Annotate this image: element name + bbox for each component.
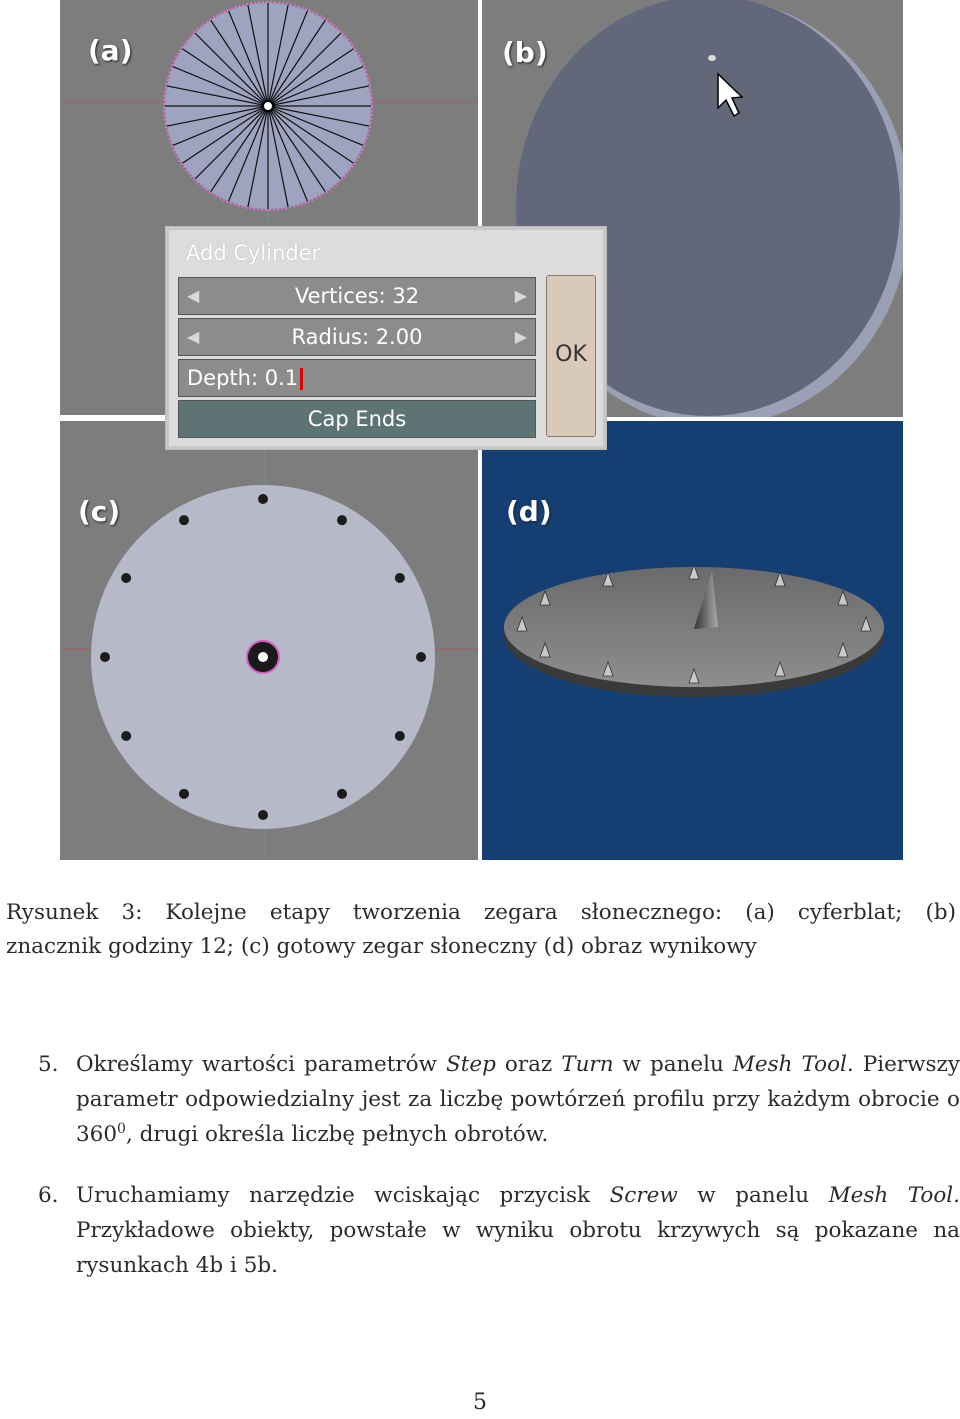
- hour-mark: [337, 515, 347, 525]
- decrement-arrow-icon[interactable]: ◀: [187, 327, 200, 346]
- vertices-label: Vertices: 32: [294, 284, 420, 308]
- panel-d-render: [482, 421, 903, 860]
- page-number: 5: [473, 1390, 487, 1415]
- hour-mark: [416, 652, 426, 662]
- depth-label: Depth: 0.1: [187, 366, 299, 390]
- panel-d-label: (d): [506, 495, 552, 528]
- item-number: 5.: [38, 1052, 59, 1077]
- ok-label: OK: [555, 342, 587, 367]
- depth-input[interactable]: [178, 359, 536, 397]
- ok-button[interactable]: [546, 275, 596, 437]
- hour-mark: [395, 573, 405, 583]
- dialog-title: Add Cylinder: [186, 241, 321, 265]
- increment-arrow-icon[interactable]: ▶: [514, 327, 527, 346]
- hour-mark: [121, 573, 131, 583]
- item-text: Określamy wartości parametrów Step oraz Turn w panelu Mesh Tool. Pierwszy parametr odpowiedzialny jest za liczbę powtórzeń profilu przy każdym obrocie o $360^0$, drugi określa liczbę pełnych obrotów.: [76, 1052, 960, 1147]
- panel-c-viewport: [60, 421, 478, 860]
- radius-field[interactable]: [178, 318, 536, 356]
- hour-mark: [395, 731, 405, 741]
- cap-ends-toggle[interactable]: [178, 400, 536, 438]
- hour-mark: [179, 789, 189, 799]
- decrement-arrow-icon[interactable]: ◀: [187, 286, 200, 305]
- caption-line-1: Rysunek 3: Kolejne etapy tworzenia zegara słonecznego: (a) cyferblat; (b): [6, 900, 956, 925]
- vertices-field[interactable]: [178, 277, 536, 315]
- cap-ends-label: Cap Ends: [307, 407, 407, 431]
- hour-mark: [121, 731, 131, 741]
- radius-label: Radius: 2.00: [291, 325, 423, 349]
- panel-c-drawing: [60, 421, 478, 860]
- item-number: 6.: [38, 1183, 59, 1208]
- panel-a-label: (a): [88, 34, 133, 67]
- hour-mark: [337, 789, 347, 799]
- text-caret: [300, 368, 303, 390]
- figure-3: [60, 0, 903, 860]
- hour-mark: [258, 494, 268, 504]
- hour-mark: [100, 652, 110, 662]
- hour-mark: [258, 810, 268, 820]
- increment-arrow-icon[interactable]: ▶: [514, 286, 527, 305]
- figure-caption: [6, 896, 956, 964]
- panel-c-label: (c): [78, 495, 121, 528]
- hour-mark: [179, 515, 189, 525]
- add-cylinder-dialog: [165, 226, 607, 450]
- item-text: Uruchamiamy narzędzie wciskając przycisk Screw w panelu Mesh Tool. Przykładowe obiekty, powstałe w wyniku obrotu krzywych są pokazane na rysunkach 4b i 5b.: [76, 1183, 960, 1278]
- panel-d-drawing: [482, 421, 903, 860]
- caption-line-2: znacznik godziny 12; (c) gotowy zegar słoneczny (d) obraz wynikowy: [6, 934, 757, 959]
- panel-b-label: (b): [502, 36, 548, 69]
